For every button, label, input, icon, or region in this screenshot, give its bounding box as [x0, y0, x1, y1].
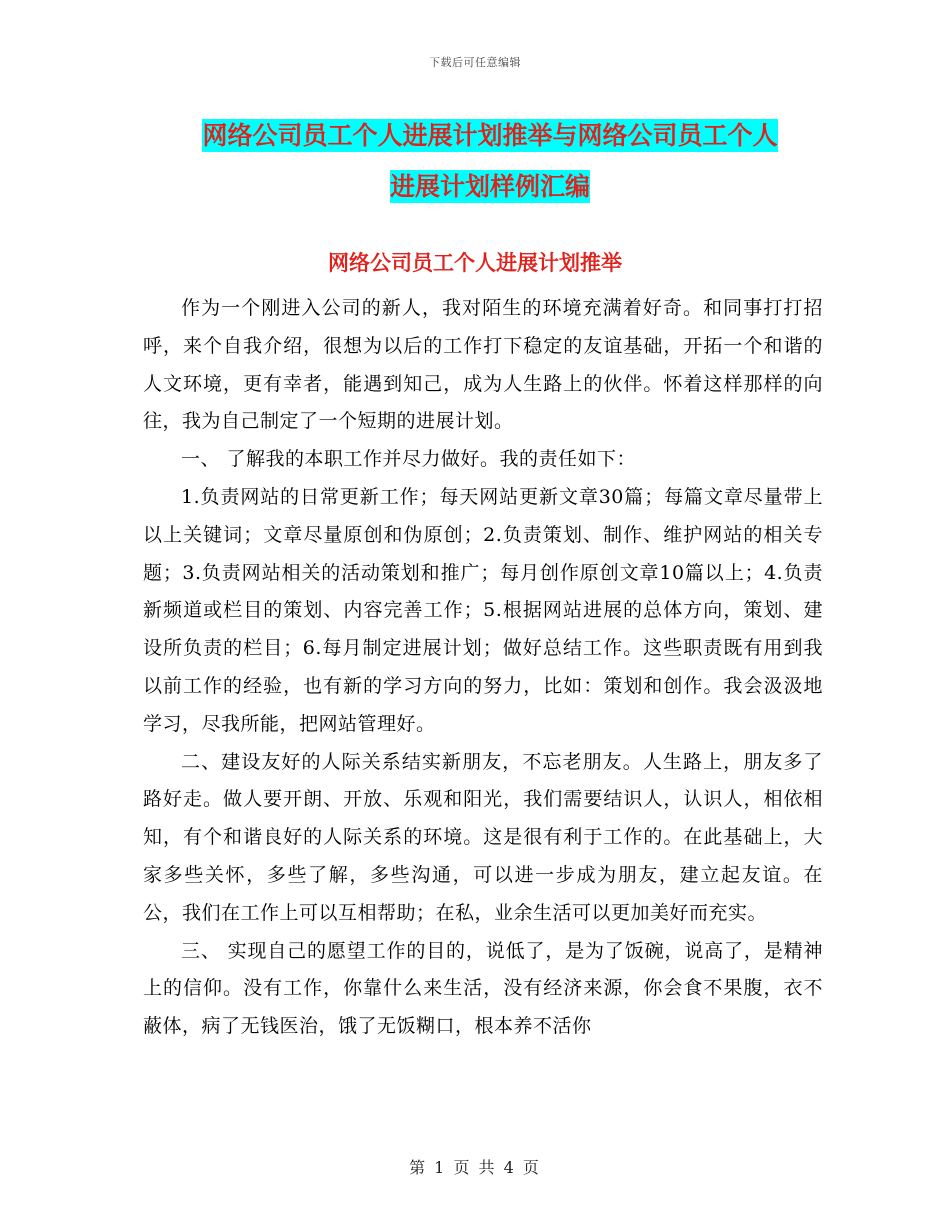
document-title — [140, 110, 840, 212]
paragraph-responsibilities: 1.负责网站的日常更新工作；每天网站更新文章30篇；每篇文章尽量带上以上关键词；文章尽量原创和伪原创；2.负责策划、制作、维护网站的相关专题；3.负责网站相关的活动策划和推广；每月创作原创文章10篇以上；4.负责新频道或栏目的策划、内容完善工作；5.根据网站进展的总体方向，策划、建设所负责的栏目；6.每月制定进展计划；做好总结工作。这些职责既有用到我以前工作的经验，也有新的学习方向的努力，比如：策划和创作。我会汲汲地学习，尽我所能，把网站管理好。 — [143, 485, 823, 735]
document-title-line-1: 网络公司员工个人进展计划推举与网络公司员工个人 — [202, 121, 778, 150]
paragraph-point-2: 二、建设友好的人际关系结实新朋友，不忘老朋友。人生路上，朋友多了路好走。做人要开朗、开放、乐观和阳光，我们需要结识人，认识人，相依相知，有个和谐良好的人际关系的环境。这是很有利于工作的。在此基础上，大家多些关怀，多些了解，多些沟通，可以进一步成为朋友，建立起友谊。在公，我们在工作上可以互相帮助；在私，业余生活可以更加美好而充实。 — [143, 750, 823, 924]
document-title-line-2: 进展计划样例汇编 — [389, 172, 590, 201]
paragraph-point-1-heading: 一、 了解我的本职工作并尽力做好。我的责任如下： — [181, 448, 637, 471]
page-number-footer: 第 1 页 共 4 页 — [409, 1158, 541, 1177]
page-header: 下载后可任意编辑 — [429, 56, 521, 69]
section-title: 网络公司员工个人进展计划推举 — [328, 251, 622, 275]
paragraph-point-3: 三、 实现自己的愿望工作的目的，说低了，是为了饭碗，说高了，是精神上的信仰。没有工作，你靠什么来生活，没有经济来源，你会食不果腹，衣不蔽体，病了无钱医治，饿了无饭糊口，根本养不活你 — [143, 939, 823, 1038]
document-body — [143, 290, 823, 1046]
paragraph-intro: 作为一个刚进入公司的新人，我对陌生的环境充满着好奇。和同事打打招呼，来个自我介绍，很想为以后的工作打下稳定的友谊基础，开拓一个和谐的人文环境，更有幸者，能遇到知己，成为人生路上的伙伴。怀着这样那样的向往，我为自己制定了一个短期的进展计划。 — [143, 297, 823, 433]
